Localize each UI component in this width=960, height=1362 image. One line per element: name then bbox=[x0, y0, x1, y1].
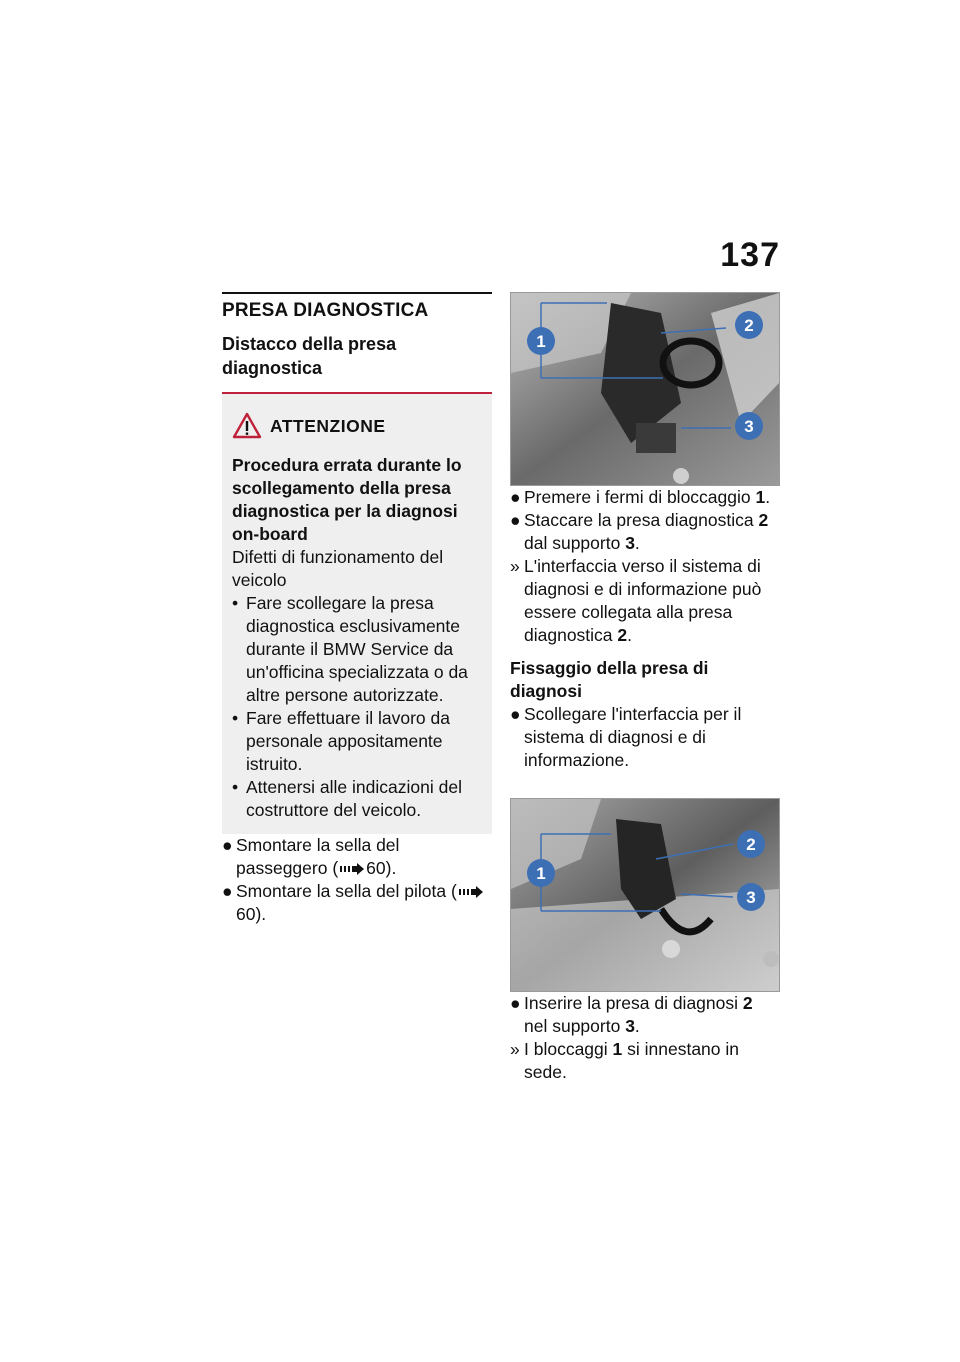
page-reference-arrow-icon bbox=[338, 863, 366, 875]
result-item: » L'interfaccia verso il sistema di diagnosi e di informazione può essere collegata alla presa diagnostica 2. bbox=[510, 556, 762, 645]
bullet: • bbox=[232, 777, 239, 797]
callout-3: 3 bbox=[746, 888, 756, 907]
list-item: ● Staccare la presa diagnostica 2 dal supporto 3. bbox=[510, 510, 769, 553]
step-list bbox=[222, 834, 492, 926]
warning-label: ATTENZIONE bbox=[270, 415, 386, 436]
step-bullet: ● bbox=[510, 993, 521, 1013]
list-item: • Attenersi alle indicazioni del costruttore del veicolo. bbox=[232, 777, 462, 820]
warning-header bbox=[232, 412, 482, 440]
step-list bbox=[510, 486, 780, 647]
warning-title: Procedura errata durante lo scollegamento della presa diagnostica per la diagnosi on-board bbox=[232, 455, 462, 544]
callout-2: 2 bbox=[746, 835, 756, 854]
result-marker: » bbox=[510, 1039, 520, 1059]
list-item: ● Smontare la sella del pilota (60). bbox=[222, 880, 492, 926]
list-item: • Fare effettuare il lavoro da personale appositamente istruito. bbox=[232, 708, 450, 774]
callout-2: 2 bbox=[744, 316, 754, 335]
warning-triangle-icon bbox=[232, 412, 262, 440]
section-rule bbox=[222, 292, 492, 294]
step-list bbox=[510, 992, 780, 1084]
diagnostic-socket-photo bbox=[511, 799, 779, 991]
step-list bbox=[510, 703, 780, 772]
bullet: • bbox=[232, 708, 239, 728]
diagnostic-socket-photo bbox=[511, 293, 779, 485]
figure-detach-socket bbox=[510, 292, 780, 486]
step-bullet: ● bbox=[510, 487, 521, 507]
callout-3: 3 bbox=[744, 417, 754, 436]
result-marker: » bbox=[510, 556, 520, 576]
callout-1: 1 bbox=[536, 864, 546, 883]
list-item: ● Smontare la sella del passeggero ( 60). bbox=[222, 835, 400, 878]
warning-box bbox=[222, 394, 492, 834]
callout-1: 1 bbox=[536, 332, 546, 351]
result-item: » I bloccaggi 1 si innestano in sede. bbox=[510, 1039, 740, 1082]
page-reference-arrow-icon bbox=[457, 886, 485, 898]
right-column bbox=[510, 292, 780, 1084]
subheading-fixing: Fissaggio della presa di diagnosi bbox=[510, 658, 709, 701]
list-item: ● Inserire la presa di diagnosi 2 nel supporto 3. bbox=[510, 993, 753, 1036]
figure-insert-socket bbox=[510, 798, 780, 992]
step-bullet: ● bbox=[510, 704, 521, 724]
page-number: 137 bbox=[720, 236, 780, 274]
step-bullet: ● bbox=[510, 510, 521, 530]
warning-list bbox=[232, 592, 482, 822]
bullet: • bbox=[232, 593, 239, 613]
list-item: • Fare scollegare la presa diagnostica esclusivamente durante il BMW Service da un'officina specializzata o da altre persone autorizzate. bbox=[232, 593, 468, 705]
warning-consequence: Difetti di funzionamento del veicolo bbox=[232, 547, 444, 590]
subheading: Distacco della presa diagnostica bbox=[222, 334, 397, 378]
step-bullet: ● bbox=[222, 881, 233, 901]
section-title: PRESA DIAGNOSTICA bbox=[222, 300, 429, 321]
left-column bbox=[222, 292, 492, 926]
list-item: ● Scollegare l'interfaccia per il sistema di diagnosi e di informazione. bbox=[510, 704, 742, 770]
list-item: ● Premere i fermi di bloccaggio 1. bbox=[510, 487, 771, 507]
step-bullet: ● bbox=[222, 835, 233, 855]
